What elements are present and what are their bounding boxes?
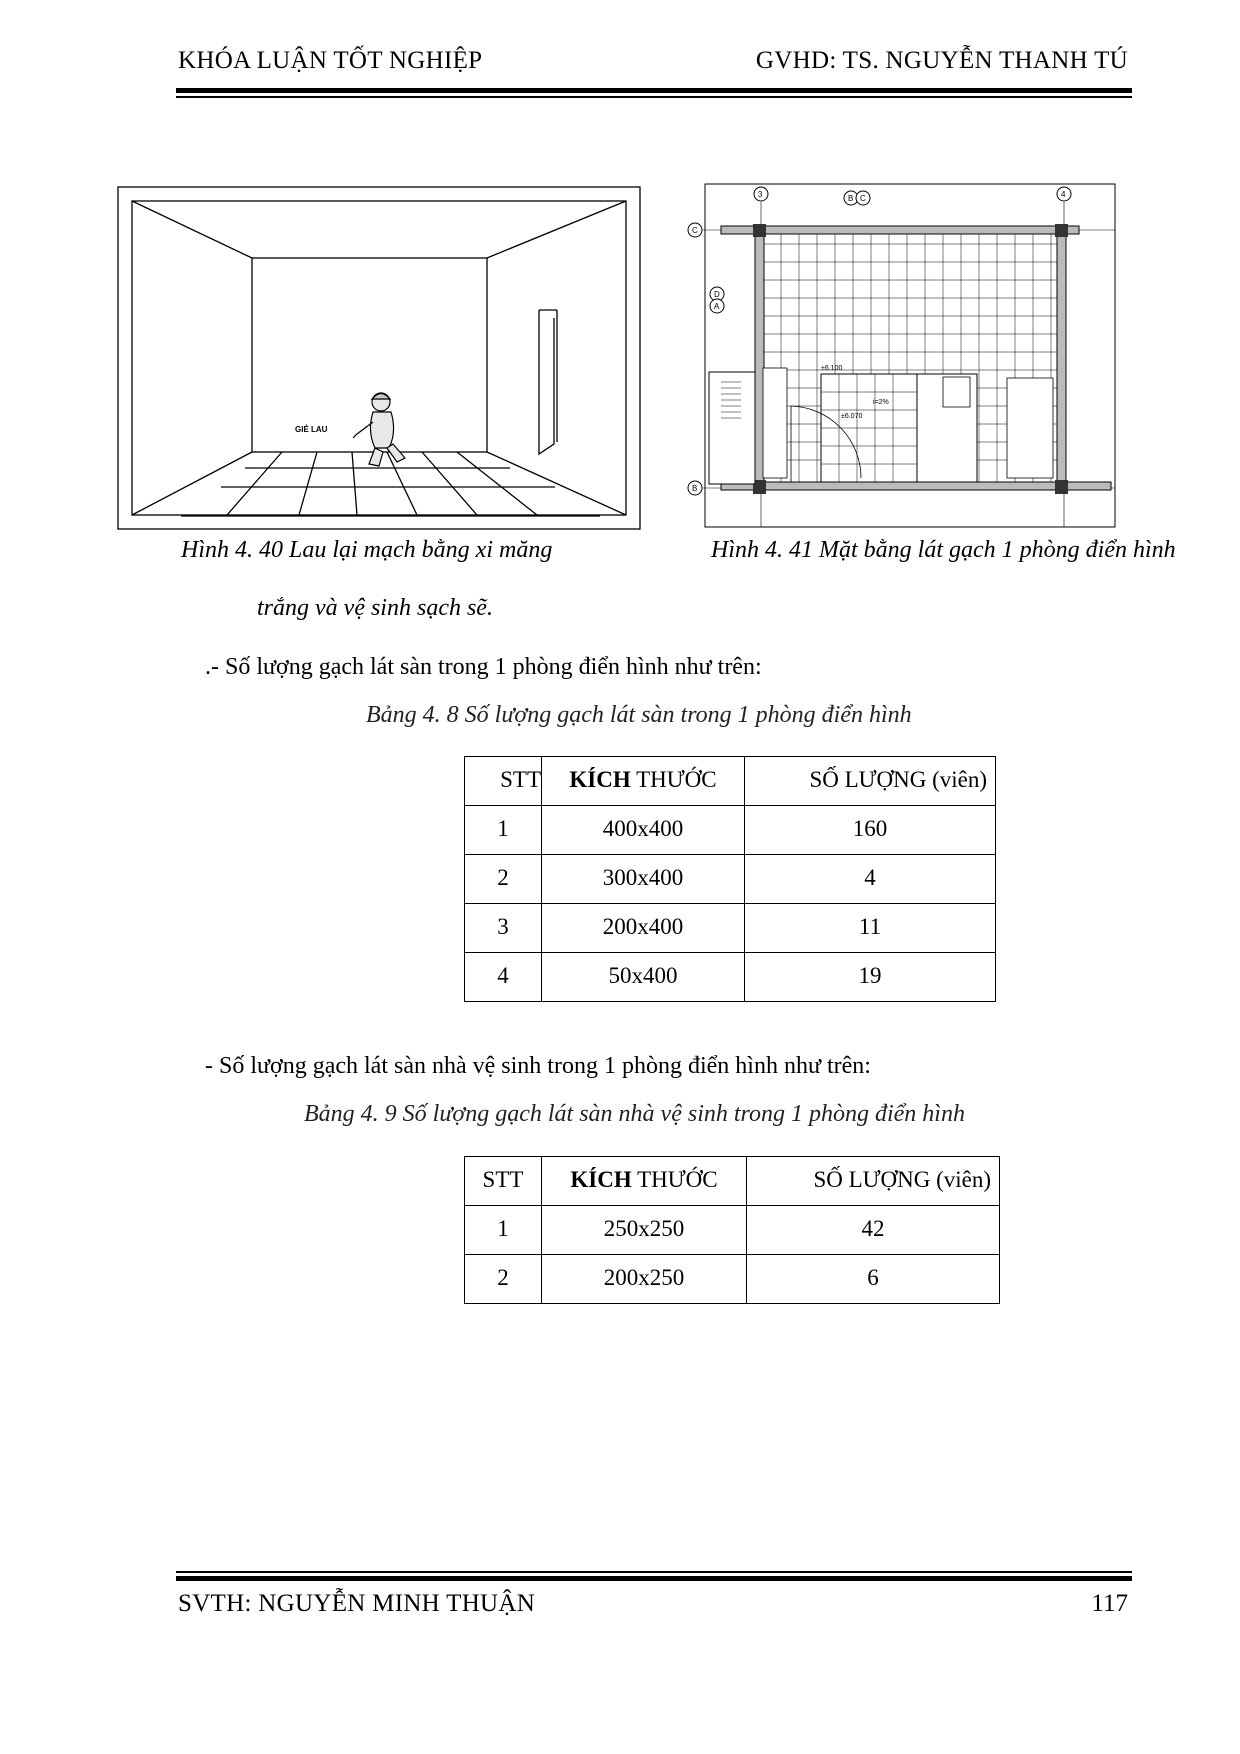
cell-stt: 4 xyxy=(465,953,542,1002)
header-thesis-title: KHÓA LUẬN TỐT NGHIỆP xyxy=(178,47,483,74)
header-rule-thin xyxy=(176,96,1132,98)
svg-text:C: C xyxy=(692,226,698,235)
table-row xyxy=(465,855,996,904)
cell-size: 250x250 xyxy=(542,1206,747,1255)
header-advisor: GVHD: TS. NGUYỄN THANH TÚ xyxy=(755,47,1128,74)
rag-label: GIẺ LAU xyxy=(295,425,328,434)
cell-size: 200x400 xyxy=(542,904,745,953)
table-floor-tiles xyxy=(464,756,996,1002)
header-rule-thick xyxy=(176,88,1132,93)
figure-room-perspective xyxy=(117,186,641,530)
svg-text:C: C xyxy=(860,194,866,203)
svg-text:B: B xyxy=(848,194,854,203)
cell-size: 200x250 xyxy=(542,1255,747,1304)
header-size: KÍCH THƯỚC xyxy=(542,757,745,806)
cell-qty: 6 xyxy=(747,1255,1000,1304)
svg-text:D: D xyxy=(714,290,720,299)
figure-40-caption-line2: trắng và vệ sinh sạch sẽ. xyxy=(257,595,493,621)
figure-41-caption: Hình 4. 41 Mặt bằng lát gạch 1 phòng điển hình xyxy=(711,537,1176,563)
table-4-9-caption: Bảng 4. 9 Số lượng gạch lát sàn nhà vệ sinh trong 1 phòng điển hình xyxy=(304,1101,965,1127)
svg-text:4: 4 xyxy=(1061,190,1066,199)
table-row xyxy=(465,1206,1000,1255)
cell-stt: 2 xyxy=(465,1255,542,1304)
svg-text:i=2%: i=2% xyxy=(873,399,889,406)
figure-floor-plan xyxy=(681,182,1121,530)
table-row xyxy=(465,1255,1000,1304)
figure-40-caption-line1: Hình 4. 40 Lau lại mạch bằng xi măng xyxy=(181,537,553,563)
table-row xyxy=(465,904,996,953)
cell-stt: 3 xyxy=(465,904,542,953)
header-stt: STT xyxy=(465,1157,542,1206)
svg-text:A: A xyxy=(714,302,720,311)
cell-stt: 1 xyxy=(465,806,542,855)
table-bathroom-tiles xyxy=(464,1156,1000,1304)
table-row xyxy=(465,953,996,1002)
table-row xyxy=(465,806,996,855)
header-size: KÍCH THƯỚC xyxy=(542,1157,747,1206)
cell-stt: 1 xyxy=(465,1206,542,1255)
header-stt: STT xyxy=(465,757,542,806)
paragraph-bathroom-tiles: - Số lượng gạch lát sàn nhà vệ sinh trong 1 phòng điển hình như trên: xyxy=(205,1053,871,1079)
footer-rule-thick xyxy=(176,1576,1132,1581)
footer-student: SVTH: NGUYỄN MINH THUẬN xyxy=(178,1590,536,1617)
svg-text:±6.070: ±6.070 xyxy=(841,413,863,420)
cell-size: 300x400 xyxy=(542,855,745,904)
table-4-8-caption: Bảng 4. 8 Số lượng gạch lát sàn trong 1 phòng điển hình xyxy=(366,702,912,728)
table-header-row xyxy=(465,757,996,806)
cell-qty: 19 xyxy=(745,953,996,1002)
cell-size: 400x400 xyxy=(542,806,745,855)
cell-qty: 160 xyxy=(745,806,996,855)
cell-qty: 42 xyxy=(747,1206,1000,1255)
footer-rule-thin xyxy=(176,1571,1132,1573)
cell-qty: 4 xyxy=(745,855,996,904)
header-qty: SỐ LƯỢNG (viên) xyxy=(745,757,996,806)
header-qty: SỐ LƯỢNG (viên) xyxy=(747,1157,1000,1206)
cell-size: 50x400 xyxy=(542,953,745,1002)
svg-text:B: B xyxy=(692,484,698,493)
table-header-row xyxy=(465,1157,1000,1206)
svg-text:±6.100: ±6.100 xyxy=(821,365,843,372)
cell-qty: 11 xyxy=(745,904,996,953)
cell-stt: 2 xyxy=(465,855,542,904)
worker-figure xyxy=(353,393,405,466)
paragraph-floor-tiles: .- Số lượng gạch lát sàn trong 1 phòng điển hình như trên: xyxy=(205,654,762,680)
page-number: 117 xyxy=(1091,1590,1128,1617)
svg-text:3: 3 xyxy=(758,190,763,199)
